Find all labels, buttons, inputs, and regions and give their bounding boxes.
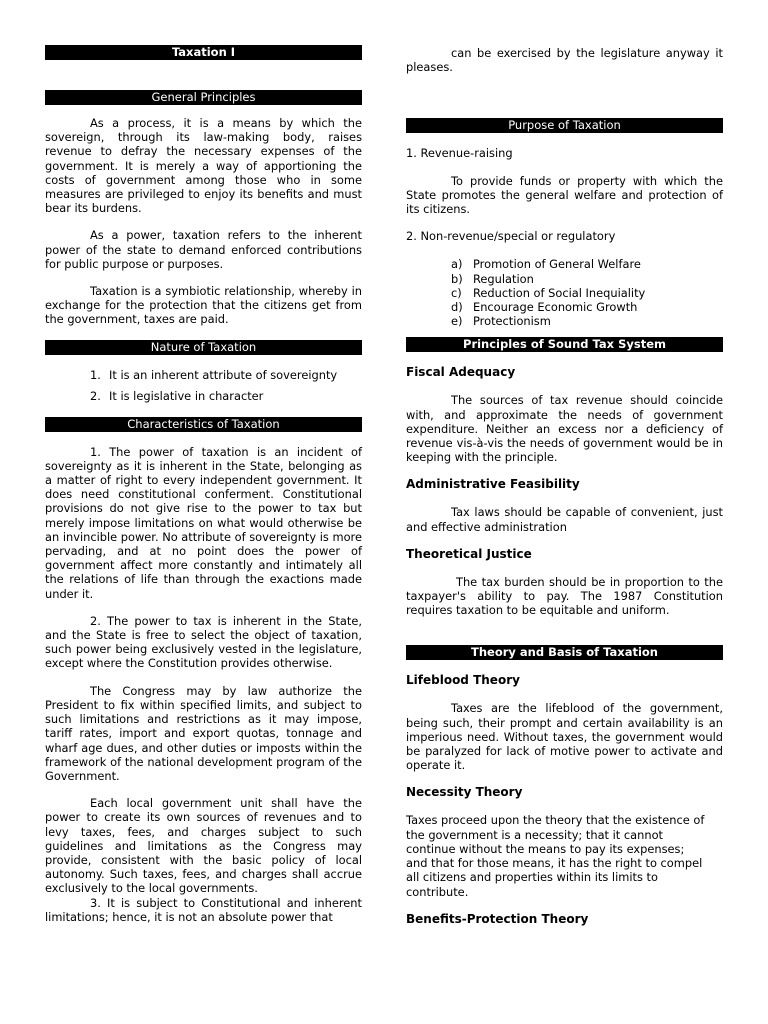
general-principles-heading: General Principles: [45, 90, 362, 105]
necessity-theory-title: Necessity Theory: [406, 785, 523, 800]
list-item: a) Promotion of General Welfare: [451, 257, 641, 272]
characteristics-paragraph: The Congress may by law authorize the President to fix within specified limits, and subject to such limitations and restrictions as it may impose, tariff rates, import and export quotas, tonnage and wharf age dues, and other duties or imposts within the framework of the national development program of the Government.: [45, 683, 362, 783]
characteristics-paragraph: Each local government unit shall have the power to create its own sources of revenues and to levy taxes, fees, and charges subject to such guidelines and limitations as the Congress may provide, consistent with the basic policy of local autonomy. Such taxes, fees, and charges shall accrue exclusively to the local governments.: [45, 796, 362, 896]
list-item: 1. It is an inherent attribute of sovereignty: [90, 367, 338, 382]
characteristics-paragraph: 1. The power of taxation is an incident of sovereignty as it is inherent in the State, belonging as a matter of right to every independent government. It does need constitutional conferment. Constitutional provisions do not give rise to the power to tax but merely impose limitations on what would otherwise be an invincible power. No attribute of sovereignty is more pervading, and at no point does the power of government affect more constantly and intimately all the relations of life than through the exactions made under it.: [45, 444, 362, 601]
fiscal-adequacy-title: Fiscal Adequacy: [406, 365, 516, 380]
lifeblood-theory-title: Lifeblood Theory: [406, 673, 520, 688]
document-title: Taxation I: [45, 45, 362, 60]
general-principles-paragraph: As a process, it is a means by which the sovereign, through its law-making body, raises revenue to defray the necessary expenses of the government. It is merely a way of apportioning the costs of government among those who in some measures are privileged to enjoy its benefits and must bear its burdens.: [45, 116, 362, 216]
list-item: e) Protectionism: [451, 314, 551, 329]
purpose-item-1-text: To provide funds or property with which the State promotes the general welfare and protection of its citizens.: [406, 173, 723, 217]
nature-heading: Nature of Taxation: [45, 340, 362, 355]
left-column: [45, 45, 362, 924]
administrative-feasibility-text: Tax laws should be capable of convenient, just and effective administration: [406, 505, 723, 534]
benefits-protection-theory-title: Benefits-Protection Theory: [406, 911, 589, 926]
principles-heading: Principles of Sound Tax System: [406, 337, 723, 352]
lifeblood-theory-text: Taxes are the lifeblood of the government, being such, their prompt and certain availability is an imperious need. Without taxes, the government would be paralyzed for lack of motive power to activate and operate it.: [406, 701, 723, 773]
list-item: d) Encourage Economic Growth: [451, 300, 638, 315]
purpose-sub-list: [406, 257, 723, 328]
theoretical-justice-text: The tax burden should be in proportion to the taxpayer's ability to pay. The 1987 Constitution requires taxation to be equitable and uniform.: [406, 574, 723, 618]
list-item: b) Regulation: [451, 271, 534, 286]
general-principles-paragraph: As a power, taxation refers to the inherent power of the state to demand enforced contributions for public purpose or purposes.: [45, 228, 362, 271]
list-item: 2. It is legislative in character: [90, 388, 264, 403]
characteristics-paragraph: 2. The power to tax is inherent in the State, and the State is free to select the object of taxation, such power being exclusively vested in the legislature, except where the Constitution provides otherwise.: [45, 613, 362, 671]
purpose-item-2: 2. Non-revenue/special or regulatory: [406, 229, 616, 244]
necessity-theory-text: Taxes proceed upon the theory that the existence of the government is a necessity; that it cannot continue without the means to pay its expenses; and that for those means, it has the right to compel all citizens and properties within its limits to contribute.: [406, 813, 705, 899]
continuation-text: can be exercised by the legislature anyway it pleases.: [406, 46, 723, 75]
nature-list: [45, 368, 362, 403]
theory-heading: Theory and Basis of Taxation: [406, 645, 723, 660]
purpose-item-1: 1. Revenue-raising: [406, 146, 513, 161]
administrative-feasibility-title: Administrative Feasibility: [406, 477, 580, 492]
theoretical-justice-title: Theoretical Justice: [406, 546, 532, 561]
fiscal-adequacy-text: The sources of tax revenue should coincide with, and approximate the needs of government expenditure. Neither an excess nor a deficiency of revenue vis-à-vis the needs of government would be in keeping with the principle.: [406, 393, 723, 465]
general-principles-paragraph: Taxation is a symbiotic relationship, whereby in exchange for the protection that the citizens get from the government, taxes are paid.: [45, 284, 362, 327]
list-item: c) Reduction of Social Inequiality: [451, 285, 646, 300]
right-column: [406, 46, 723, 927]
purpose-heading: Purpose of Taxation: [406, 118, 723, 133]
characteristics-paragraph: 3. It is subject to Constitutional and inherent limitations; hence, it is not an absolute power that: [45, 895, 362, 924]
characteristics-heading: Characteristics of Taxation: [45, 417, 362, 432]
